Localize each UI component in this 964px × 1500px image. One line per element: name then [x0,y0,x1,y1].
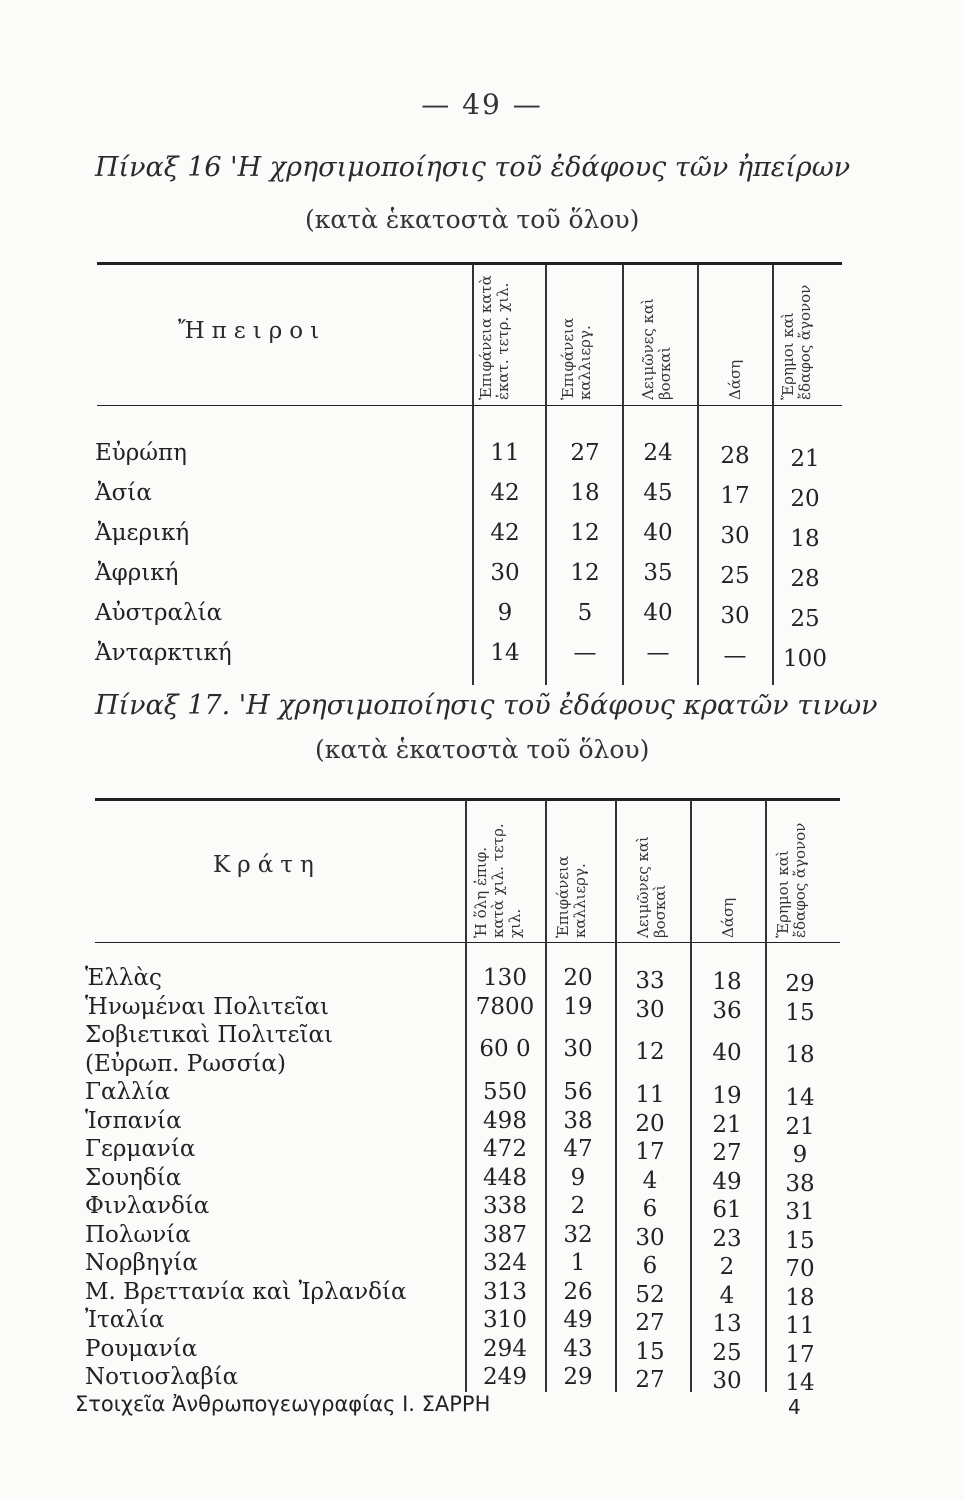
table-cell: 40 [712,1040,742,1067]
table-cell: 36 [712,997,742,1024]
table-cell: 27 [635,1310,665,1336]
table-cell: 28 [790,566,820,592]
table-cell: 20 [635,1110,665,1137]
table-cell: 28 [720,443,750,469]
table-cell: 14 [785,1370,815,1396]
table-cell: 21 [785,1113,815,1140]
table-cell: 20 [790,486,820,512]
table-cell: 294 [483,1335,527,1362]
table17-col-header: Δάση [719,897,737,938]
table-cell: 30 [720,523,750,549]
table-cell: 130 [483,965,527,991]
table-cell: 9 [792,1142,808,1168]
row-label: Εὐρώπη [95,440,187,466]
table-cell: 35 [643,560,673,586]
table-cell: 30 [563,1036,593,1063]
table-cell: — [646,640,670,666]
table17-row-header: Κράτη [213,852,321,878]
table-cell: 17 [720,483,750,509]
table16-col-header: Ἔρημοι καὶ ἔδαφος ἄγονον [779,284,814,400]
table-cell: 42 [490,480,520,506]
footer-book-title: Στοιχεῖα Ἀνθρωπογεωγραφίας Ι. ΣΑΡΡΗ [75,1392,491,1416]
table-cell: 5 [577,600,593,626]
table16-header-rule [97,405,842,406]
table-cell: 27 [635,1367,665,1393]
footer-signature-number: 4 [788,1395,801,1419]
table-cell: 4 [719,1282,735,1309]
table16-col-header: Δάση [726,359,744,400]
table17-caption: Πίναξ 17. 'Η χρησιμοποίησις τοῦ ἐδάφους κρατῶν τινων [95,690,878,721]
table-cell: 42 [490,520,520,546]
row-label: Ἰταλία [85,1307,165,1333]
table-cell: 15 [785,999,815,1026]
table-cell: 30 [490,560,520,586]
table-cell: 387 [483,1221,527,1248]
row-label: Σουηδία [85,1164,182,1191]
table-cell: 52 [635,1281,665,1308]
table-cell: 25 [790,606,820,632]
table-cell: 324 [483,1250,527,1276]
table-cell: 313 [483,1278,527,1305]
table-cell: 43 [563,1335,593,1362]
table-cell: 26 [563,1278,593,1305]
table-cell: 6 [642,1196,658,1222]
row-label: Ἀσία [95,480,152,506]
table16-row-header: Ἤπειροι [178,318,327,344]
table-cell: 2 [570,1193,586,1219]
table-cell: 49 [563,1307,593,1333]
row-label: Σοβιετικαὶ Πολιτεῖαι [85,1022,334,1048]
table-cell: 47 [563,1136,593,1162]
table-cell: 29 [563,1364,593,1390]
table-cell: 100 [783,646,827,672]
table-cell: 7800 [475,993,535,1020]
row-label: Ἑλλὰς [85,965,162,991]
table-cell: 21 [790,446,820,472]
table-cell: 17 [785,1341,815,1368]
table-cell: 27 [570,440,600,466]
table16-col-header: Ἐπιφάνεια κατὰ ἑκατ. τετρ. χιλ. [477,275,512,400]
table-cell: 30 [712,1368,742,1394]
table-cell: 29 [785,971,815,997]
row-label: Γερμανία [85,1136,196,1162]
table-cell: 19 [712,1083,742,1109]
table-cell: 49 [712,1168,742,1195]
table-cell: 45 [643,480,673,506]
table-cell: 6 [642,1253,658,1279]
table-cell: 498 [483,1107,527,1134]
table17-col-header: Ἡ ὅλη ἐπιφ. κατὰ χιλ. τετρ. χιλ. [472,823,524,938]
table-cell: 33 [635,968,665,994]
row-label: Φινλανδία [85,1193,210,1219]
table-cell: 11 [635,1082,665,1108]
table-cell: 27 [712,1140,742,1166]
table-cell: 38 [563,1107,593,1134]
table-cell: 25 [720,563,750,589]
row-label: Ἀνταρκτική [95,640,232,666]
table-cell: 1 [570,1250,586,1276]
table-cell: 61 [712,1197,742,1223]
table17-col-divider [465,800,467,1392]
row-label: Πολωνία [85,1221,191,1248]
table17-col-header: Ἔρημοι καὶ ἔδαφος ἄγονον [774,822,809,938]
row-label: Ρουμανία [85,1335,198,1362]
table17-col-header: Λειμῶνες καὶ βοσκαὶ [634,836,669,938]
table-cell: 11 [490,440,520,466]
table16-top-rule [97,262,842,265]
table-cell: 338 [483,1193,527,1219]
row-label: Νοτιοσλαβία [85,1364,239,1390]
table-cell: 550 [483,1079,527,1105]
table-cell: 23 [712,1225,742,1252]
table-cell: 32 [563,1221,593,1248]
table-cell: 25 [712,1339,742,1366]
table-cell: 40 [643,520,673,546]
row-label: Ἀμερική [95,520,190,546]
row-label: Γαλλία [85,1079,171,1105]
table-cell: 11 [785,1313,815,1339]
table16-col-header: Ἐπιφάνεια καλλιεργ. [559,317,594,400]
row-label: Ἱσπανία [85,1107,182,1134]
table-cell: 12 [570,520,600,546]
table-cell: 31 [785,1199,815,1225]
row-label-continued: (Εὐρωπ. Ρωσσία) [85,1050,286,1077]
table-cell: 448 [483,1164,527,1191]
row-label: Αὐστραλία [95,600,223,626]
table-cell: 18 [712,969,742,995]
table-cell: 19 [563,993,593,1020]
table16-col-divider [697,265,699,685]
table-cell: 12 [635,1039,665,1066]
table-cell: 12 [570,560,600,586]
table-cell: 18 [785,1042,815,1069]
table-cell: 60 0 [479,1036,531,1063]
table-cell: 38 [785,1170,815,1197]
page-number: — 49 — [421,88,543,121]
table-cell: 9 [570,1164,586,1191]
table-cell: 249 [483,1364,527,1390]
table17-header-rule [95,942,840,943]
table-cell: 18 [790,526,820,552]
table-cell: 30 [635,1224,665,1251]
table-cell: — [723,643,747,669]
table-cell: 24 [643,440,673,466]
table-cell: 18 [785,1284,815,1311]
row-label: Μ. Βρεττανία καὶ Ἰρλανδία [85,1278,407,1305]
table-cell: 14 [785,1085,815,1111]
table16-caption: Πίναξ 16 'Η χρησιμοποίησις τοῦ ἐδάφους τῶν ἠπείρων [95,152,851,183]
table-cell: 30 [635,996,665,1023]
row-label: Ἀφρική [95,560,179,586]
table-cell: 17 [635,1139,665,1165]
table16-col-header: Λειμῶνες καὶ βοσκαὶ [639,298,674,400]
table17-subcaption: (κατὰ ἑκατοστὰ τοῦ ὅλου) [315,735,650,764]
table-cell: 15 [785,1227,815,1254]
table-cell: 14 [490,640,520,666]
table17-top-rule [95,798,840,801]
table-cell: 56 [563,1079,593,1105]
table-cell: 310 [483,1307,527,1333]
table-cell: 13 [712,1311,742,1337]
row-label: Νορβηγία [85,1250,198,1276]
table-cell: 30 [720,603,750,629]
table16-col-divider [545,265,547,685]
table-cell: 20 [563,965,593,991]
table-cell: 472 [483,1136,527,1162]
table-cell: 2 [719,1254,735,1280]
table17-col-header: Ἐπιφάνεια καλλιεργ. [554,855,589,938]
table-cell: 70 [785,1256,815,1282]
table-cell: 18 [570,480,600,506]
table-cell: 9 [497,600,513,626]
table-cell: 4 [642,1167,658,1194]
table-cell: 21 [712,1111,742,1138]
table-cell: 15 [635,1338,665,1365]
table16-subcaption: (κατὰ ἑκατοστὰ τοῦ ὅλου) [305,205,640,234]
table-cell: 40 [643,600,673,626]
row-label: Ἡνωμέναι Πολιτεῖαι [85,993,329,1020]
table-cell: — [573,640,597,666]
